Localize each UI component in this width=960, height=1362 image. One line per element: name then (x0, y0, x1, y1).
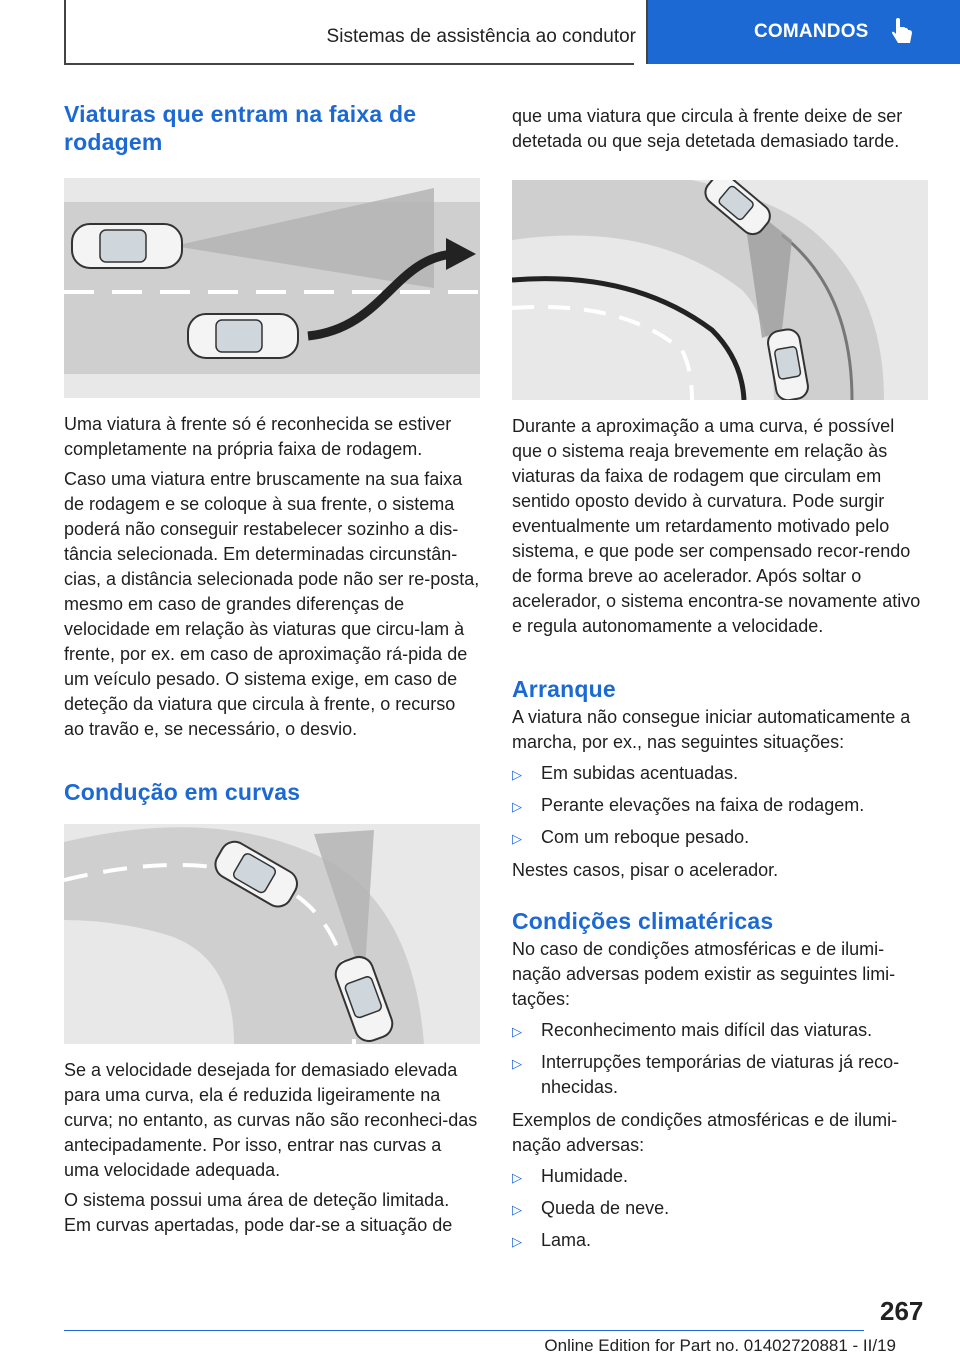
lane-cut-in-illustration (64, 178, 480, 398)
list-start-off-situations (512, 761, 928, 850)
bullet-triangle-icon: ▷ (512, 1202, 522, 1217)
footer-rule (64, 1330, 864, 1331)
bullet-triangle-icon: ▷ (512, 1024, 522, 1039)
heading-curve-driving: Condução em curvas (64, 779, 301, 805)
bullet-triangle-icon: ▷ (512, 767, 522, 782)
bullet-triangle-icon: ▷ (512, 1170, 522, 1185)
list-item: ▷ Interrupções temporárias de viaturas já reco-nhecidas. (512, 1052, 900, 1097)
hand-pointer-icon (891, 18, 915, 46)
curve-driving-illustration (64, 824, 480, 1044)
paragraph-cut-in-warning: Caso uma viatura entre bruscamente na sua faixa de rodagem e se coloque à sua frente, o sistema poderá não conseguir restabelecer sozinho a dis-tância selecionada. Em determinadas circunstân-cias, a distância selecionada pode não ser re-posta, mesmo em caso de grandes diferenças de velocidade em relação às viaturas que circu-lam à frente, por ex. em caso de aproximação rá-pida de um veículo pesado. O sistema exige, em caso de deteção da viatura que circula à frente, o recurso ao travão e, se necessário, o desvio. (64, 469, 480, 739)
paragraph-limited-detection: O sistema possui uma área de deteção limitada. Em curvas apertadas, pode dar-se a situação de (64, 1190, 453, 1235)
paragraph-curve-speed: Se a velocidade desejada for demasiado elevada para uma curva, ela é reduzida ligeiramente na curva; no entanto, as curvas não são reconheci-das antecipadamente. Por isso, entrar nas curvas a uma velocidade adequada. (64, 1060, 478, 1180)
paragraph-weather-intro: No caso de condições atmosféricas e de ilumi-nação adversas podem existir as seguintes limi-tações: (512, 939, 896, 1009)
list-weather-limitations (512, 1018, 928, 1100)
bullet-triangle-icon: ▷ (512, 831, 522, 846)
paragraph-detection-own-lane: Uma viatura à frente só é reconhecida se estiver completamente na própria faixa de rodagem. (64, 414, 452, 459)
paragraph-press-accelerator: Nestes casos, pisar o acelerador. (512, 860, 779, 880)
paragraph-late-detection: que uma viatura que circula à frente deixe de ser detetada ou que seja detetada demasiado tarde. (512, 106, 903, 151)
figure-tight-curve (512, 180, 928, 400)
list-item: ▷ Com um reboque pesado. (512, 825, 928, 850)
left-column (64, 100, 480, 1238)
car-cutting-in (188, 314, 298, 358)
list-item: ▷ Em subidas acentuadas. (512, 761, 928, 786)
bullet-triangle-icon: ▷ (512, 1056, 522, 1071)
list-item: ▷ Humidade. (512, 1164, 928, 1189)
page-number: 267 (880, 1296, 924, 1326)
chapter-title: COMANDOS (754, 21, 869, 42)
bullet-triangle-icon: ▷ (512, 1234, 522, 1249)
chapter-tab[interactable] (648, 0, 960, 64)
section-title: Sistemas de assistência ao condutor (326, 26, 636, 47)
bullet-triangle-icon: ▷ (512, 799, 522, 814)
list-item: ▷ Perante elevações na faixa de rodagem. (512, 793, 928, 818)
heading-weather-conditions: Condições climatéricas (512, 908, 774, 934)
list-item: ▷ Lama. (512, 1228, 928, 1253)
paragraph-start-off-intro: A viatura não consegue iniciar automaticamente a marcha, por ex., nas seguintes situações: (512, 707, 911, 752)
tight-curve-illustration (512, 180, 928, 400)
paragraph-curve-approach: Durante a aproximação a uma curva, é possível que o sistema reaja brevemente em relação às viaturas da faixa de rodagem que circulam em sentido oposto devido à curvatura. Pode surgir eventualmente um retardamento motivado pelo sistema, e que pode ser compensado recor-rendo de forma breve ao acelerador. Após soltar o acelerador, o sistema encontra-se novamente ativo e regula autonomamente a velocidade. (512, 416, 921, 636)
page-header (0, 0, 960, 66)
header-rule-bottom (64, 63, 634, 65)
edition-info: Online Edition for Part no. 01402720881 - II/19 (544, 1336, 896, 1355)
list-item: ▷ Queda de neve. (512, 1196, 928, 1221)
car-ahead (72, 224, 182, 268)
figure-lane-cut-in (64, 178, 480, 398)
list-weather-examples (512, 1164, 928, 1253)
paragraph-weather-examples: Exemplos de condições atmosféricas e de ilumi-nação adversas: (512, 1110, 898, 1155)
heading-start-off: Arranque (512, 676, 616, 702)
heading-vehicles-entering-lane: Viaturas que entram na faixa de rodagem (64, 101, 417, 155)
list-item: ▷ Reconhecimento mais difícil das viaturas. (512, 1018, 928, 1043)
figure-curve-driving (64, 824, 480, 1044)
right-column (512, 104, 928, 1253)
